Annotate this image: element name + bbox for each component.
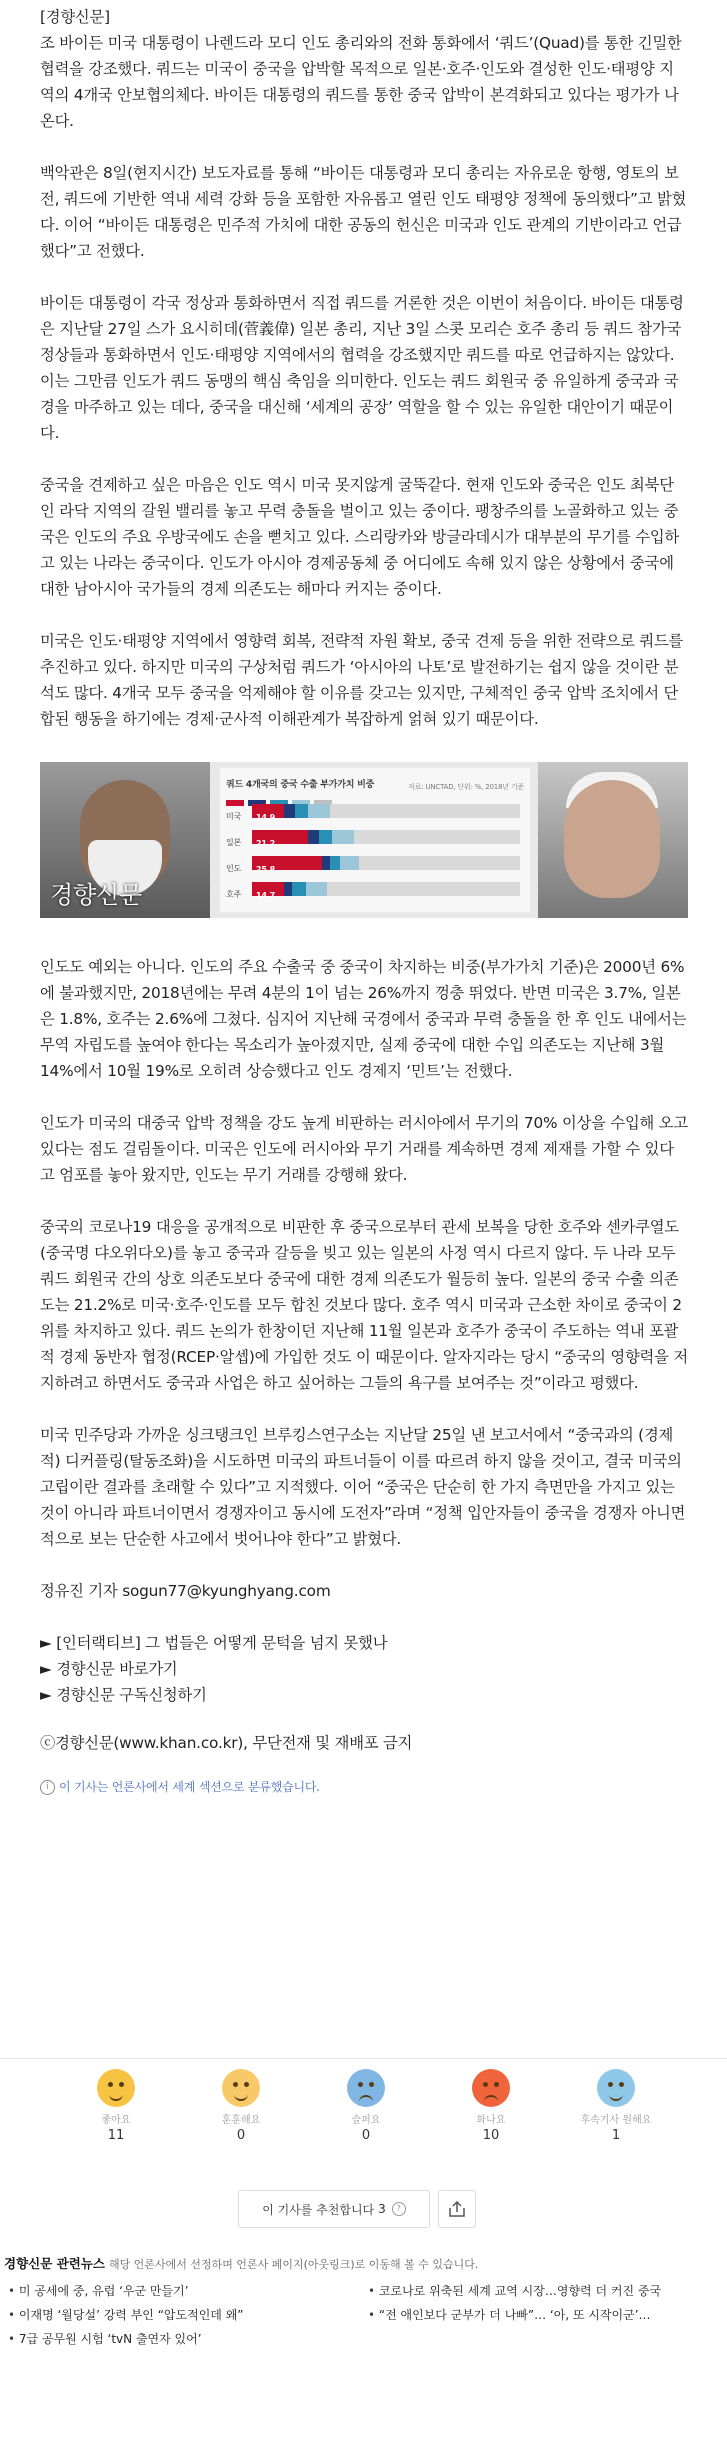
reaction-count: 0 (236, 2128, 246, 2143)
link-subscribe[interactable]: ► 경향신문 구독신청하기 (40, 1686, 207, 1704)
like-face-icon (97, 2069, 135, 2107)
reaction-sad[interactable]: 슬퍼요 0 (316, 2069, 416, 2143)
chart-row-japan: 일본 21.2 (226, 830, 524, 844)
reaction-angry[interactable]: 화나요 10 (441, 2069, 541, 2143)
article-body (40, 0, 688, 1816)
article-paragraph: 중국을 견제하고 싶은 마음은 인도 역시 미국 못지않게 굴뚝같다. 현재 인도와 중국은 인도 최북단인 라닥 지역의 갈원 밸리를 놓고 무력 충돌을 벌이고 있는 중이다. 팽창주의를 노골화하고 있는 중국은 인도의 주요 우방국에도 손을 뻗치고 있다. 스리랑카와 방글라데시가 대부분의 무기를 수입하고 있는 나라는 중국이다. 인도가 아시아 경제공동체 중 어디에도 속해 있지 않은 상황에서 중국에 대한 남아시아 국가들의 경제 의존도는 해마다 커지는 중이다. (40, 476, 680, 598)
recommend-area (0, 2190, 727, 2250)
link-interactive[interactable]: ► [인터랙티브] 그 법들은 어떻게 문턱을 넘지 못했나 (40, 1634, 388, 1652)
related-item[interactable]: • 7급 공무원 시험 ‘tvN 출연자 있어’ (8, 2330, 348, 2347)
photo-biden (538, 762, 688, 918)
reaction-count: 10 (482, 2128, 500, 2143)
copyright: ⓒ경향신문(www.khan.co.kr), 무단전재 및 재배포 금지 (40, 1734, 413, 1752)
chart-title: 쿼드 4개국의 중국 수출 부가가치 비중 (226, 780, 375, 790)
reaction-count: 1 (611, 2128, 621, 2143)
section-info-text: 이 기사는 언론사에서 세계 섹션으로 분류했습니다. (59, 1780, 320, 1794)
reaction-bar (0, 2058, 727, 2149)
recommend-count: 3 (378, 2202, 386, 2216)
article-paragraph: 인도도 예외는 아니다. 인도의 주요 수출국 중 중국이 차지하는 비중(부가가치 기준)은 2000년 6%에 불과했지만, 2018년에는 무려 4분의 1이 넘는 26%까지 껑충 뛰었다. 반면 미국은 3.7%, 일본은 1.8%, 호주는 2.6%에 그쳤다. 심지어 지난해 국경에서 중국과 무력 충돌을 한 후 인도 내에서는 무역 자립도를 높여야 한다는 목소리가 높아졌지만, 실제 중국에 대한 수입 의존도는 지난해 3월 14%에서 10월 19%로 오히려 상승했다고 인도 경제지 ‘민트’는 전했다. (40, 958, 687, 1080)
article-source: [경향신문] (40, 8, 110, 26)
article-paragraph: 백악관은 8일(현지시간) 보도자료를 통해 “바이든 대통령과 모디 총리는 자유로운 항행, 영토의 보전, 쿼드에 기반한 역내 세력 강화 등을 포함한 자유롭고 열린 인도 태평양 정책에 동의했다”고 밝혔다. 이어 “바이든 대통령은 민주적 가치에 대한 공동의 헌신은 미국과 인도 관계의 기반이라고 언급했다”고 전했다. (40, 164, 687, 260)
related-item[interactable]: • 코로나로 위축된 세계 교역 시장…영향력 더 커진 중국 (368, 2282, 708, 2299)
article-photo[interactable] (40, 762, 688, 918)
article-paragraph: 바이든 대통령이 각국 정상과 통화하면서 직접 쿼드를 거론한 것은 이번이 처음이다. 바이든 대통령은 지난달 27일 스가 요시히데(菅義偉) 일본 총리, 지난 3일 스콧 모리슨 호주 총리 등 쿼드 참가국 정상들과 통화하면서 인도·태평양 지역에서의 협력을 강조했지만 쿼드를 따로 언급하지는 않았다. 이는 그만큼 인도가 쿼드 동맹의 핵심 축임을 의미한다. 인도는 쿼드 회원국 중 유일하게 중국과 국경을 마주하고 있는 데다, 중국을 대신해 ‘세계의 공장’ 역할을 할 수 있는 유일한 대안이기 때문이다. (40, 294, 684, 442)
sad-face-icon (347, 2069, 385, 2107)
reaction-count: 0 (361, 2128, 371, 2143)
export-share-chart (220, 768, 530, 912)
chart-row-australia: 호주 14.7 (226, 882, 524, 896)
chart-row-usa: 미국 14.9 (226, 804, 524, 818)
article-paragraph: 인도가 미국의 대중국 압박 정책을 강도 높게 비판하는 러시아에서 무기의 70% 이상을 수입해 오고 있다는 점도 걸림돌이다. 미국은 인도에 러시아와 무기 거래를 계속하면 경제 제재를 가할 수 있다고 엄포를 놓아 왔지만, 인도는 무기 거래를 강행해 왔다. (40, 1114, 688, 1184)
recommend-button[interactable]: 이 기사를 추천합니다 3 ? (238, 2190, 430, 2228)
section-info (40, 1774, 688, 1800)
link-homepage[interactable]: ► 경향신문 바로가기 (40, 1660, 178, 1678)
related-item[interactable]: • 이재명 ‘월당설’ 강력 부인 “압도적인데 왜” (8, 2306, 348, 2323)
reaction-warm[interactable]: 훈훈해요 0 (191, 2069, 291, 2143)
promo-links (40, 1630, 688, 1708)
warm-face-icon (222, 2069, 260, 2107)
chart-row-india: 인도 25.8 (226, 856, 524, 870)
article-paragraph: 미국은 인도·태평양 지역에서 영향력 회복, 전략적 자원 확보, 중국 견제 등을 위한 전략으로 쿼드를 추진하고 있다. 하지만 미국의 구상처럼 쿼드가 ‘아시아의 나토’로 발전하기는 쉽지 않을 것이란 분석도 많다. 4개국 모두 중국을 억제해야 할 이유를 갖고는 있지만, 구체적인 중국 압박 조치에서 단합된 행동을 하기에는 경제·군사적 이해관계가 복잡하게 얽혀 있기 때문이다. (40, 632, 684, 728)
related-item[interactable]: • 미 공세에 중, 유럽 ‘우군 만들기’ (8, 2282, 348, 2299)
want-more-face-icon (597, 2069, 635, 2107)
related-item[interactable]: • “전 애인보다 군부가 더 나빠”… ‘아, 또 시작이군’… (368, 2306, 708, 2323)
related-header: 경향신문 관련뉴스 해당 언론사에서 선정하며 언론사 페이지(아웃링크)로 이동해 볼 수 있습니다. (4, 2256, 479, 2271)
article-paragraph: 중국의 코로나19 대응을 공개적으로 비판한 후 중국으로부터 관세 보복을 당한 호주와 센카쿠열도(중국명 댜오위다오)를 놓고 중국과 갈등을 빚고 있는 일본의 사정 역시 다르지 않다. 두 나라 모두 쿼드 회원국 간의 상호 의존도보다 중국에 대한 경제 의존도가 월등히 높다. 일본의 중국 수출 의존도는 21.2%로 미국·호주·인도를 모두 합친 것보다 많다. 호주 역시 미국과 근소한 차이로 중국이 2위를 차지하고 있다. 쿼드 논의가 한창이던 지난해 11월 일본과 호주가 중국이 주도하는 역내 포괄적 경제 동반자 협정(RCEP·알셉)에 가입한 것도 이 때문이다. 알자지라는 당시 “중국의 영향력을 저지하려고 하면서도 중국과 사업은 하고 싶어하는 그들의 욕구를 보여주는 것”이라고 평했다. (40, 1218, 688, 1392)
reaction-want-more[interactable]: 후속기사 원해요 1 (566, 2069, 666, 2143)
share-icon (448, 2200, 466, 2218)
reaction-count: 11 (107, 2128, 125, 2143)
article-paragraph: 미국 민주당과 가까운 싱크탱크인 브루킹스연구소는 지난달 25일 낸 보고서에서 “중국과의 (경제적) 디커플링(탈동조화)을 시도하면 미국의 파트너들이 이를 따르려 하지 않을 것이고, 결국 미국의 고립이란 결과를 초래할 수 있다”고 지적했다. 이어 “중국은 단순히 한 가지 측면만을 가지고 있는 것이 아니라 파트너이면서 경쟁자이고 동시에 도전자”라며 “정책 입안자들이 중국을 경쟁자 아니면 적으로 보는 단순한 사고에서 벗어나야 한다”고 밝혔다. (40, 1426, 686, 1548)
chart-legend (226, 788, 524, 796)
reaction-like[interactable]: 좋아요 11 (66, 2069, 166, 2143)
info-icon: i (40, 1780, 55, 1795)
angry-face-icon (472, 2069, 510, 2107)
share-button[interactable] (438, 2190, 476, 2228)
newspaper-logo: 경향신문 (50, 881, 142, 909)
byline: 정유진 기자 sogun77@kyunghyang.com (40, 1582, 331, 1600)
related-news (0, 2254, 727, 2346)
chart-source: 자료: UNCTAD, 단위: %, 2018년 기준 (408, 783, 524, 791)
article-paragraph: 조 바이든 미국 대통령이 나렌드라 모디 인도 총리와의 전화 통화에서 ‘쿼드’(Quad)를 통한 긴밀한 협력을 강조했다. 쿼드는 미국이 중국을 압박할 목적으로 일본·호주·인도와 결성한 인도·태평양 지역의 4개국 안보협의체다. 바이든 대통령의 쿼드를 통한 중국 압박이 본격화되고 있다는 평가가 나온다. (40, 34, 682, 130)
help-icon[interactable]: ? (392, 2202, 406, 2216)
